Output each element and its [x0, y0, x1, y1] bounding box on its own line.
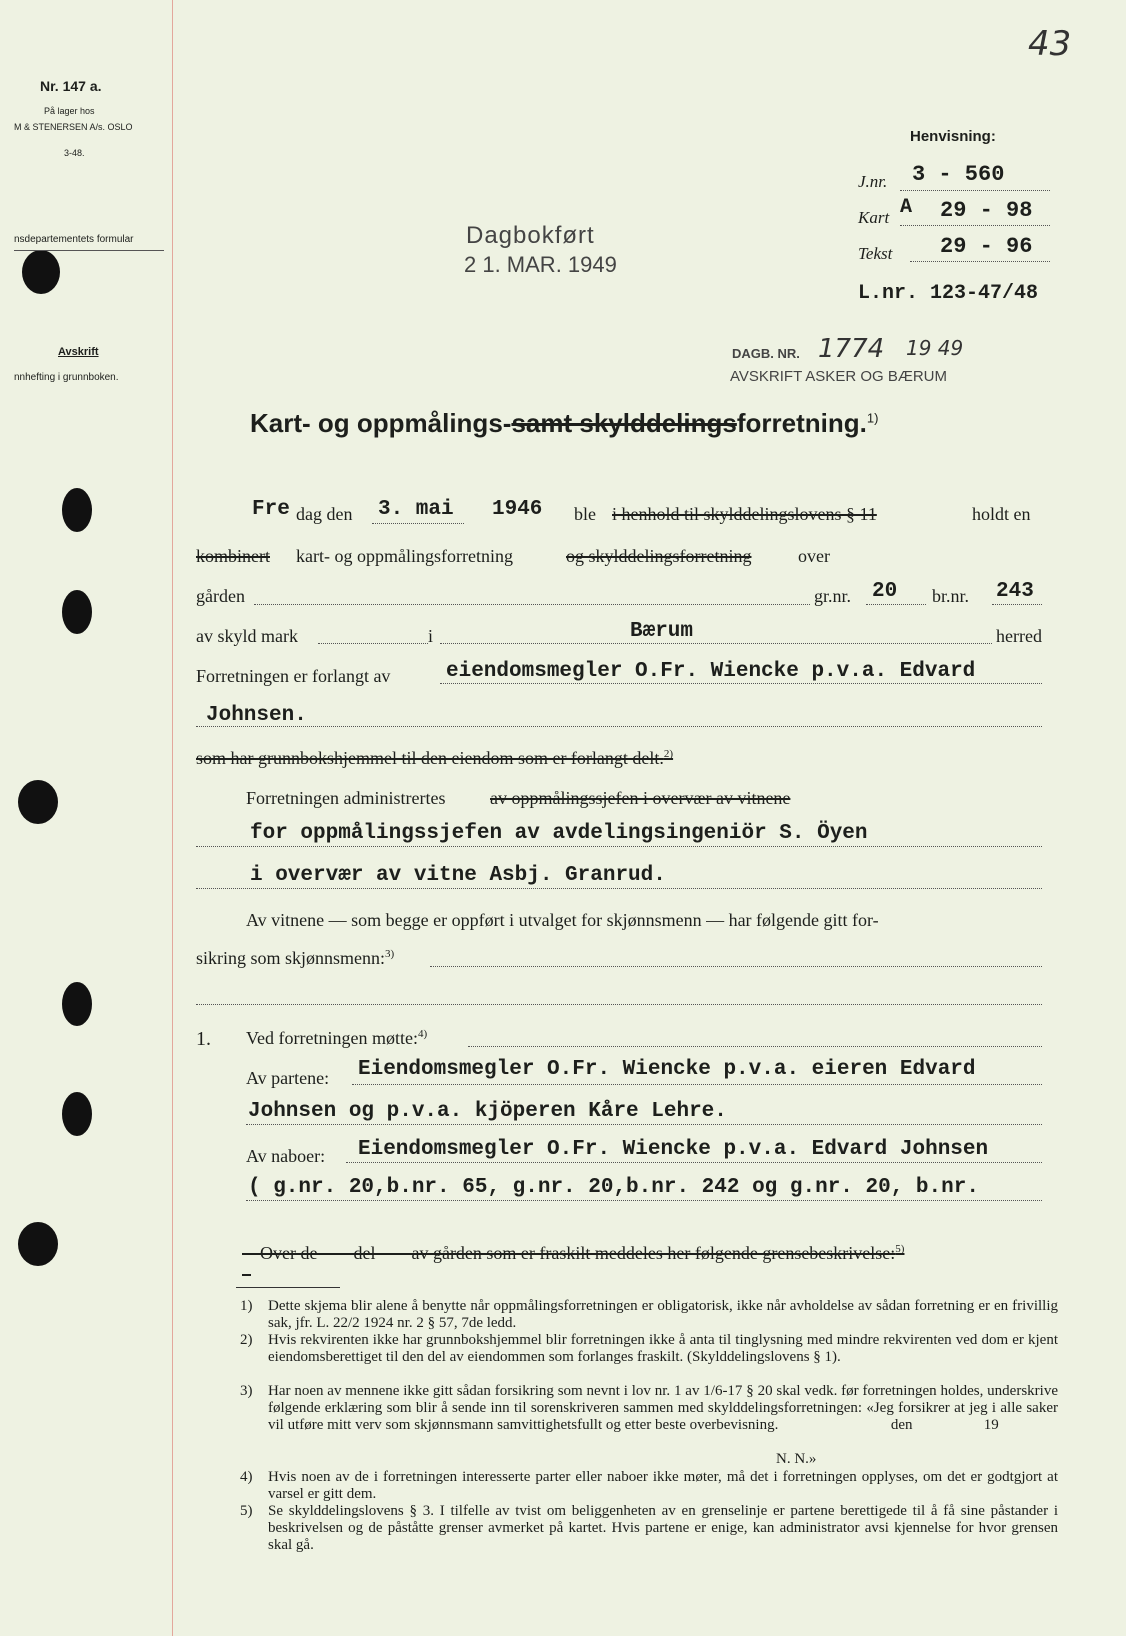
title-struck: samt skylddelings [511, 408, 737, 438]
publisher-line2: M & STENERSEN A/s. OSLO [14, 122, 133, 132]
struck-over [242, 1222, 904, 1285]
adm-value2: i overvær av vitne Asbj. Granrud. [250, 864, 666, 887]
footnote-text: Hvis rekvirenten ikke har grunnbokshjemmel blir forretningen ikke å anta til tinglysning med mindre rekvirenten ved dom er kjent eiendomsberettiget til den del av eiendommen som forlanges fraskilt. (Skylddelingslovens § 1). [268, 1332, 1058, 1365]
lnr-value: L.nr. 123-47/48 [858, 282, 1039, 305]
avskrift-label: Avskrift [58, 346, 99, 358]
brnr-label: br.nr. [932, 586, 970, 606]
herred: herred [996, 626, 1042, 646]
footnote-text: Dette skjema blir alene å benytte når oppmålingsforretningen er obligatorisk, ikke når avholdelse av sådan forretning er en frivillig sak, jfr. L. 22/2 1924 nr. 2 § 57, 7de ledd. [268, 1298, 1058, 1331]
struck-adm: av oppmålingssjefen i overvær av vitnene [490, 788, 791, 808]
holdt-en: holdt en [972, 504, 1031, 524]
motte-dots [468, 1046, 1042, 1047]
naboer-value2: ( g.nr. 20,b.nr. 65, g.nr. 20,b.nr. 242 og g.nr. 20, b.nr. [248, 1176, 979, 1199]
form-edition: 3-48. [64, 148, 85, 158]
grnr-value: 20 [872, 580, 898, 603]
i: i [428, 626, 434, 646]
ble: ble [574, 504, 596, 524]
skyld-dots [318, 643, 428, 644]
brnr-dots [992, 604, 1042, 605]
binder-hole [22, 250, 60, 294]
footnote-text: Har noen av mennene ikke gitt sådan forsikring som nevnt i lov nr. 1 av 1/6-17 § 20 skal vedk. før forretningen holdes, underskrive følgende erklæring som blir å sende inn til sorenskriveren sammen med skylddelingsforretningen: «Jeg forsikrer at jeg i alle saker vil utføre mitt verv som skjønnsmann samvittighetsfullt og etter beste overbevisning. den 19 [268, 1383, 1062, 1433]
naboer1-dots [346, 1162, 1042, 1163]
forlangt-label: Forretningen er forlangt av [196, 666, 391, 686]
garden-dots [254, 604, 810, 605]
adm-value1: for oppmålingssjefen av avdelingsingeniör S. Öyen [250, 822, 868, 845]
adm-label: Forretningen administrertes [246, 788, 446, 808]
municipality: Bærum [630, 620, 694, 643]
title-part2: forretning. [736, 408, 867, 438]
page-number: 43 [1028, 24, 1072, 64]
jnr-label: J.nr. [858, 172, 888, 191]
vitner-line1: Av vitnene — som begge er oppført i utvalget for skjønnsmenn — har følgende gitt for- [246, 910, 879, 930]
section-number: 1. [196, 1028, 211, 1050]
year-hand: 1946 [492, 498, 543, 521]
footnote-text: Se skylddelingslovens § 3. I tilfelle av tvist om beliggenheten av en grenselinje er partene berettigede til å få sine påstander i beskrivelsen og de påståtte grenser avmerket på kartet. Hvis partene er enige, kan administrator avsi kjennelse for hvor grensen skal gå. [268, 1503, 1058, 1553]
struck-grunnbok [196, 748, 673, 769]
dagb-nr-value: 1774 [818, 334, 885, 364]
binder-hole [62, 1092, 92, 1136]
binder-hole [62, 488, 92, 532]
kart-og: kart- og oppmålingsforretning [296, 546, 513, 566]
kart-dots [900, 225, 1050, 226]
vitner-dots [430, 966, 1042, 967]
binder-hole [18, 780, 58, 824]
skyld-label: av skyld mark [196, 626, 298, 646]
tekst-label: Tekst [858, 244, 893, 263]
dagbokfort-date: 2 1. MAR. 1949 [464, 252, 617, 277]
day-hand: Fre [252, 498, 290, 521]
grnr-dots [866, 604, 926, 605]
binder-hole [62, 590, 92, 634]
publisher-line1: På lager hos [44, 106, 95, 116]
vitner2-dots [196, 1004, 1042, 1005]
partene-label: Av partene: [246, 1068, 330, 1088]
reference-heading: Henvisning: [910, 128, 996, 145]
motte-text: Ved forretningen møtte: [246, 1028, 418, 1048]
dagb-nr-label: DAGB. NR. [732, 346, 800, 361]
innhefting-label: nnhefting i grunnboken. [14, 372, 119, 383]
partene2-dots [246, 1124, 1042, 1125]
date-dots [372, 523, 464, 524]
forlangt-value2: Johnsen. [206, 704, 307, 727]
binder-hole [18, 1222, 58, 1266]
forlangt-dots [440, 683, 1042, 684]
footnote-num: 5) [240, 1503, 253, 1519]
naboer2-dots [246, 1200, 1042, 1201]
document-title [250, 408, 878, 439]
binder-hole [62, 982, 92, 1026]
signature-nn: N. N.» [776, 1451, 817, 1467]
dag-den: dag den [296, 504, 353, 524]
vitner-text: sikring som skjønnsmenn: [196, 948, 386, 968]
footnote-ref-5: 5) [895, 1243, 905, 1255]
jnr-dots [900, 190, 1050, 191]
forlangt2-dots [196, 726, 1042, 727]
footnote-ref-2: 2) [663, 748, 674, 760]
footnote-num: 1) [240, 1298, 253, 1314]
dagb-year: 19 49 [906, 336, 964, 360]
municipality-dots [440, 643, 992, 644]
form-number: Nr. 147 a. [40, 78, 102, 94]
kart-label: Kart [858, 208, 890, 227]
brnr-value: 243 [996, 580, 1034, 603]
partene1-dots [352, 1084, 1042, 1085]
footnote-text: Hvis noen av de i forretningen interesserte parter eller naboer ikke møter, må det i forretningen opplyses, om det er godtgjort at varsel er gitt dem. [268, 1469, 1058, 1502]
kart-prefix: A [900, 196, 913, 219]
title-part1: Kart- og oppmålings- [250, 408, 512, 438]
partene-value1: Eiendomsmegler O.Fr. Wiencke p.v.a. eieren Edvard [358, 1058, 976, 1081]
footnote-separator [236, 1287, 340, 1288]
footnote-num: 2) [240, 1332, 253, 1348]
avskrift-stamp: AVSKRIFT ASKER OG BÆRUM [730, 368, 947, 385]
tekst-value: 29 - 96 [940, 234, 1033, 259]
date-hand: 3. mai [378, 498, 454, 521]
naboer-label: Av naboer: [246, 1146, 326, 1166]
footnote-num: 4) [240, 1469, 253, 1485]
over: over [798, 546, 830, 566]
forlangt-value1: eiendomsmegler O.Fr. Wiencke p.v.a. Edvard [446, 660, 976, 683]
struck-over-text: Over de del av gården som er fraskilt meddeles her følgende grensebeskrivelse: [260, 1243, 896, 1263]
struck-grunnbok-text: som har grunnbokshjemmel til den eiendom som er forlangt delt. [196, 748, 664, 768]
vitner-line2 [196, 948, 394, 969]
department-formular: nsdepartementets formular [14, 234, 134, 245]
struck-skyld: og skylddelingsforretning [566, 546, 752, 566]
naboer-value1: Eiendomsmegler O.Fr. Wiencke p.v.a. Edvard Johnsen [358, 1138, 989, 1161]
garden: gården [196, 586, 245, 606]
title-footnote-ref: 1) [866, 410, 879, 426]
tekst-dots [910, 261, 1050, 262]
struck-henhold: i henhold til skylddelingslovens § 11 [612, 504, 877, 524]
kart-value: 29 - 98 [940, 198, 1033, 223]
department-underline [14, 250, 164, 251]
struck-kombinert: kombinert [196, 546, 270, 566]
dagbokfort-stamp: Dagbokført [466, 222, 595, 249]
adm2-dots [196, 888, 1042, 889]
jnr-value: 3 - 560 [912, 162, 1005, 187]
footnote-num: 3) [240, 1383, 253, 1399]
motte-label [246, 1028, 427, 1049]
margin-rule [172, 0, 173, 1636]
grnr-label: gr.nr. [814, 586, 852, 606]
partene-value2: Johnsen og p.v.a. kjöperen Kåre Lehre. [248, 1100, 727, 1123]
footnote-ref-4: 4) [417, 1028, 428, 1040]
footnote-ref-3: 3) [385, 948, 395, 960]
adm1-dots [196, 846, 1042, 847]
